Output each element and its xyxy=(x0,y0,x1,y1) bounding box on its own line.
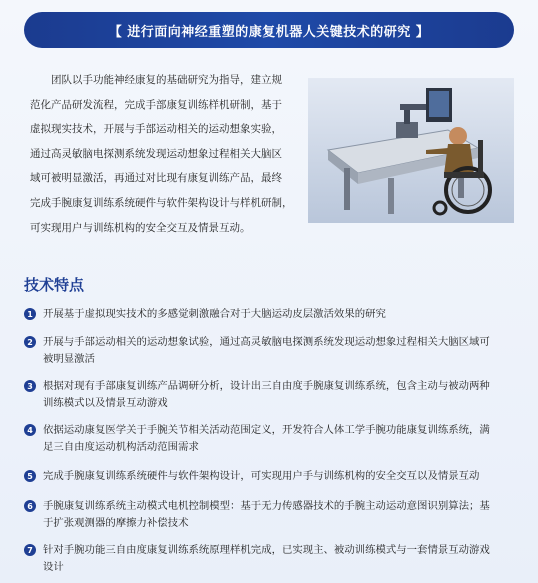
rehabilitation-robot-photo xyxy=(308,78,514,223)
number-badge: 7 xyxy=(24,544,36,556)
feature-line: 开展基于虚拟现实技术的多感觉刺激融合对于大脑运动皮层激活效果的研究 xyxy=(43,308,386,320)
intro-line: 可实现用户与训练机构的安全交互及情景互动。 xyxy=(30,221,251,234)
intro-line: 范化产品研发流程，完成手部康复训练样机研制，基于 xyxy=(30,98,282,111)
feature-text xyxy=(43,422,519,456)
feature-line: 设计 xyxy=(43,561,64,573)
number-badge: 6 xyxy=(24,500,36,512)
intro-paragraph xyxy=(30,68,296,240)
section-title: 技术特点 xyxy=(24,276,85,294)
feature-line: 针对手腕功能三自由度康复训练系统原理样机完成，已实现主、被动训练模式与一套情景互动游戏 xyxy=(43,544,490,556)
number-badge: 1 xyxy=(24,308,36,320)
feature-line: 完成手腕康复训练系统硬件与软件架构设计，可实现用户手与训练机构的安全交互以及情景互动 xyxy=(43,470,480,482)
feature-line: 根据对现有手部康复训练产品调研分析，设计出三自由度手腕康复训练系统，包含主动与被动两种 xyxy=(43,380,490,392)
intro-line: 通过高灵敏脑电探测系统发现运动想象过程相关大脑区 xyxy=(30,147,282,160)
feature-text xyxy=(43,306,519,323)
feature-line: 足三自由度运动机构活动范围需求 xyxy=(43,441,199,453)
feature-text xyxy=(43,498,519,532)
feature-line: 训练模式以及情景互动游戏 xyxy=(43,397,168,409)
number-badge: 2 xyxy=(24,336,36,348)
feature-line: 被明显激活 xyxy=(43,353,95,365)
robot-illustration xyxy=(308,78,514,223)
feature-text xyxy=(43,468,519,485)
intro-line: 虚拟现实技术，开展与手部运动相关的运动想象实验， xyxy=(30,123,282,136)
intro-line: 团队以手功能神经康复的基础研究为指导，建立规 xyxy=(51,74,282,86)
number-badge: 5 xyxy=(24,470,36,482)
intro-line: 域可被明显激活，再通过对比现有康复训练产品，最终 xyxy=(30,172,282,185)
intro-line: 完成手腕康复训练系统硬件与软件架构设计与样机研制， xyxy=(30,196,293,209)
number-badge: 3 xyxy=(24,380,36,392)
header-banner xyxy=(24,12,514,48)
feature-text xyxy=(43,334,519,368)
feature-text xyxy=(43,378,519,412)
number-badge: 4 xyxy=(24,424,36,436)
feature-line: 开展与手部运动相关的运动想象试验，通过高灵敏脑电探测系统发现运动想象过程相关大脑区域可 xyxy=(43,336,490,348)
feature-line: 于扩张观测器的摩擦力补偿技术 xyxy=(43,517,189,529)
feature-text xyxy=(43,542,519,576)
banner-title: 【 进行面向神经重塑的康复机器人关键技术的研究 】 xyxy=(108,24,430,40)
feature-line: 依据运动康复医学关于手腕关节相关活动范围定义，开发符合人体工学手腕功能康复训练系统，满 xyxy=(43,424,490,436)
feature-line: 手腕康复训练系统主动模式电机控制模型：基于无力传感器技术的手腕主动运动意图识别算法；基 xyxy=(43,500,490,512)
